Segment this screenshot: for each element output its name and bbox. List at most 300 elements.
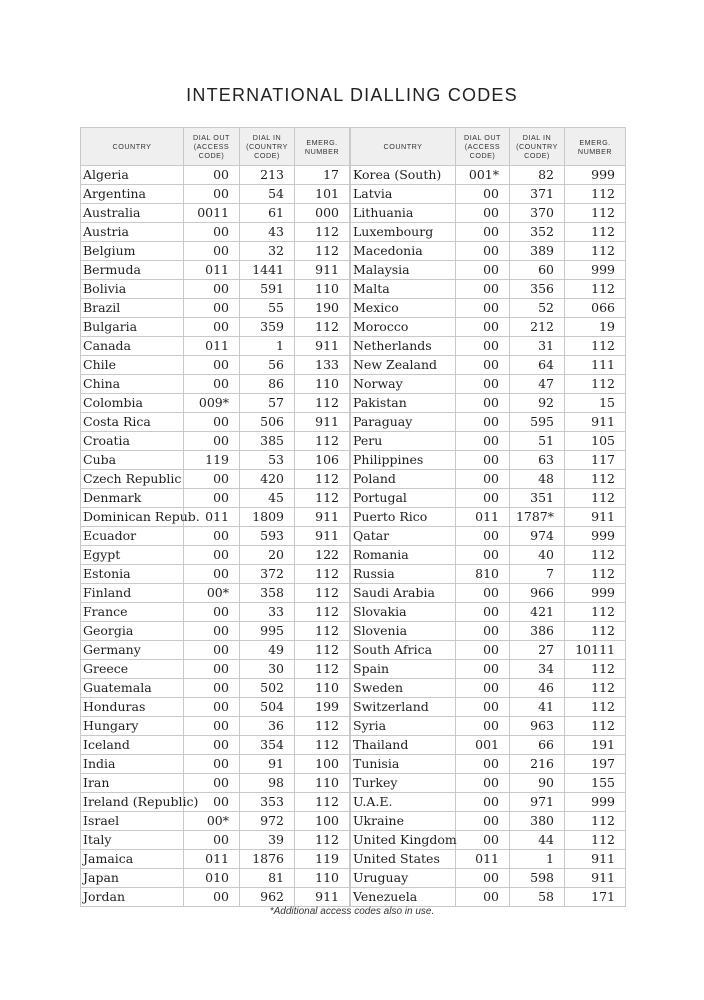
dial-out-cell: 00 [456, 223, 510, 242]
emergency-cell: 112 [295, 736, 350, 755]
table-row [351, 717, 626, 736]
dial-in-cell: 974 [510, 527, 565, 546]
dial-out-cell: 00 [456, 318, 510, 337]
country-cell: Latvia [351, 185, 456, 204]
emergency-cell: 112 [565, 565, 626, 584]
emergency-cell: 911 [295, 508, 350, 527]
dial-out-cell: 00 [456, 622, 510, 641]
table-row [81, 223, 350, 242]
header-dial-out: DIAL OUT (ACCESS CODE) [184, 128, 240, 166]
table-row [81, 888, 350, 907]
dial-out-cell: 00 [456, 413, 510, 432]
emergency-cell: 112 [295, 584, 350, 603]
dial-in-cell: 389 [510, 242, 565, 261]
country-cell: Japan [81, 869, 184, 888]
country-cell: Honduras [81, 698, 184, 717]
country-cell: Slovenia [351, 622, 456, 641]
country-cell: Peru [351, 432, 456, 451]
dial-in-cell: 40 [510, 546, 565, 565]
country-cell: Italy [81, 831, 184, 850]
emergency-cell: 112 [295, 394, 350, 413]
table-row [81, 185, 350, 204]
country-cell: Mexico [351, 299, 456, 318]
dial-in-cell: 56 [240, 356, 295, 375]
dial-out-cell: 119 [184, 451, 240, 470]
emergency-cell: 112 [565, 698, 626, 717]
emergency-cell: 112 [295, 717, 350, 736]
emergency-cell: 066 [565, 299, 626, 318]
dial-out-cell: 00 [456, 679, 510, 698]
dial-in-cell: 7 [510, 565, 565, 584]
dial-out-cell: 00 [184, 641, 240, 660]
dial-out-cell: 011 [456, 850, 510, 869]
dial-out-cell: 011 [456, 508, 510, 527]
country-cell: India [81, 755, 184, 774]
dial-in-cell: 386 [510, 622, 565, 641]
dial-out-cell: 00 [456, 204, 510, 223]
dial-in-cell: 216 [510, 755, 565, 774]
country-cell: Hungary [81, 717, 184, 736]
dial-out-cell: 00 [184, 432, 240, 451]
table-row [351, 869, 626, 888]
emergency-cell: 911 [565, 850, 626, 869]
table-row [351, 774, 626, 793]
emergency-cell: 17 [295, 166, 350, 185]
table-row [351, 451, 626, 470]
table-row [81, 717, 350, 736]
dial-in-cell: 356 [510, 280, 565, 299]
country-cell: Bermuda [81, 261, 184, 280]
emergency-cell: 112 [565, 660, 626, 679]
emergency-cell: 999 [565, 527, 626, 546]
dial-out-cell: 00 [184, 793, 240, 812]
table-row [351, 413, 626, 432]
dial-out-cell: 011 [184, 850, 240, 869]
dial-out-cell: 00 [456, 299, 510, 318]
dial-out-cell: 00 [184, 679, 240, 698]
emergency-cell: 112 [565, 280, 626, 299]
country-cell: Turkey [351, 774, 456, 793]
table-row [81, 337, 350, 356]
dial-out-cell: 00 [456, 375, 510, 394]
table-row [351, 204, 626, 223]
dial-out-cell: 00 [184, 470, 240, 489]
dial-in-cell: 34 [510, 660, 565, 679]
emergency-cell: 112 [295, 831, 350, 850]
dial-in-cell: 36 [240, 717, 295, 736]
country-cell: Morocco [351, 318, 456, 337]
left-codes-table [80, 127, 350, 907]
dial-in-cell: 54 [240, 185, 295, 204]
country-cell: Iran [81, 774, 184, 793]
emergency-cell: 112 [565, 223, 626, 242]
dial-in-cell: 52 [510, 299, 565, 318]
dial-in-cell: 1 [240, 337, 295, 356]
country-cell: Croatia [81, 432, 184, 451]
table-row [81, 755, 350, 774]
emergency-cell: 112 [565, 717, 626, 736]
dial-out-cell: 00 [184, 356, 240, 375]
dial-in-cell: 593 [240, 527, 295, 546]
emergency-cell: 911 [295, 413, 350, 432]
emergency-cell: 112 [565, 375, 626, 394]
dial-out-cell: 00 [184, 698, 240, 717]
dial-out-cell: 00 [184, 888, 240, 907]
country-cell: Finland [81, 584, 184, 603]
emergency-cell: 112 [295, 603, 350, 622]
country-cell: Greece [81, 660, 184, 679]
dial-out-cell: 00 [456, 793, 510, 812]
dial-in-cell: 48 [510, 470, 565, 489]
table-row [351, 337, 626, 356]
dial-out-cell: 00 [456, 280, 510, 299]
table-row [351, 831, 626, 850]
emergency-cell: 112 [295, 565, 350, 584]
country-cell: Ukraine [351, 812, 456, 831]
country-cell: Tunisia [351, 755, 456, 774]
dial-in-cell: 504 [240, 698, 295, 717]
dial-in-cell: 966 [510, 584, 565, 603]
country-cell: Georgia [81, 622, 184, 641]
emergency-cell: 110 [295, 869, 350, 888]
dial-in-cell: 61 [240, 204, 295, 223]
table-row [351, 356, 626, 375]
dial-out-cell: 00 [184, 565, 240, 584]
table-row [81, 470, 350, 489]
dial-out-cell: 00 [184, 660, 240, 679]
dial-in-cell: 385 [240, 432, 295, 451]
country-cell: Slovakia [351, 603, 456, 622]
table-row [81, 432, 350, 451]
dial-in-cell: 33 [240, 603, 295, 622]
dial-in-cell: 20 [240, 546, 295, 565]
dial-in-cell: 995 [240, 622, 295, 641]
table-row [351, 242, 626, 261]
table-row [81, 736, 350, 755]
emergency-cell: 911 [295, 261, 350, 280]
table-row [81, 394, 350, 413]
emergency-cell: 999 [565, 793, 626, 812]
table-row [351, 565, 626, 584]
table-row [351, 660, 626, 679]
dial-in-cell: 1787* [510, 508, 565, 527]
country-cell: Austria [81, 223, 184, 242]
table-row [351, 736, 626, 755]
table-row [351, 280, 626, 299]
dial-out-cell: 00 [456, 185, 510, 204]
dial-out-cell: 00 [456, 546, 510, 565]
table-row [351, 299, 626, 318]
table-row [351, 679, 626, 698]
dialling-codes-tables [80, 127, 624, 907]
emergency-cell: 112 [295, 318, 350, 337]
dial-out-cell: 00 [456, 242, 510, 261]
dial-out-cell: 00 [456, 584, 510, 603]
emergency-cell: 112 [565, 470, 626, 489]
emergency-cell: 112 [295, 242, 350, 261]
table-row [81, 242, 350, 261]
emergency-cell: 911 [295, 337, 350, 356]
dial-in-cell: 64 [510, 356, 565, 375]
emergency-cell: 999 [565, 261, 626, 280]
dial-out-cell: 00 [184, 413, 240, 432]
dial-out-cell: 00 [184, 736, 240, 755]
dial-in-cell: 358 [240, 584, 295, 603]
country-cell: Venezuela [351, 888, 456, 907]
country-cell: Qatar [351, 527, 456, 546]
emergency-cell: 15 [565, 394, 626, 413]
dial-in-cell: 1809 [240, 508, 295, 527]
table-row [351, 185, 626, 204]
country-cell: Uruguay [351, 869, 456, 888]
table-row [81, 508, 350, 527]
emergency-cell: 112 [295, 793, 350, 812]
dial-out-cell: 00 [184, 603, 240, 622]
dial-in-cell: 63 [510, 451, 565, 470]
dial-out-cell: 011 [184, 261, 240, 280]
country-cell: Sweden [351, 679, 456, 698]
dial-out-cell: 00 [184, 375, 240, 394]
table-row [351, 603, 626, 622]
dial-out-cell: 00 [184, 831, 240, 850]
country-cell: Brazil [81, 299, 184, 318]
country-cell: Dominican Repub. [81, 508, 184, 527]
emergency-cell: 999 [565, 584, 626, 603]
country-cell: Algeria [81, 166, 184, 185]
country-cell: Netherlands [351, 337, 456, 356]
dial-out-cell: 00* [184, 812, 240, 831]
emergency-cell: 112 [295, 432, 350, 451]
table-row [81, 660, 350, 679]
dial-out-cell: 00 [184, 299, 240, 318]
dial-in-cell: 57 [240, 394, 295, 413]
table-row [81, 261, 350, 280]
dial-in-cell: 212 [510, 318, 565, 337]
country-cell: Egypt [81, 546, 184, 565]
country-cell: China [81, 375, 184, 394]
table-row [351, 261, 626, 280]
dial-in-cell: 506 [240, 413, 295, 432]
dial-out-cell: 00 [456, 603, 510, 622]
country-cell: Iceland [81, 736, 184, 755]
dial-in-cell: 98 [240, 774, 295, 793]
table-row [81, 774, 350, 793]
table-header-row [351, 128, 626, 166]
dial-in-cell: 352 [510, 223, 565, 242]
table-row [81, 489, 350, 508]
country-cell: U.A.E. [351, 793, 456, 812]
emergency-cell: 911 [295, 527, 350, 546]
dial-in-cell: 962 [240, 888, 295, 907]
dial-out-cell: 009* [184, 394, 240, 413]
emergency-cell: 101 [295, 185, 350, 204]
country-cell: Jamaica [81, 850, 184, 869]
table-row [81, 869, 350, 888]
country-cell: France [81, 603, 184, 622]
dial-out-cell: 00 [456, 489, 510, 508]
emergency-cell: 112 [565, 489, 626, 508]
dial-out-cell: 00 [184, 622, 240, 641]
emergency-cell: 112 [565, 337, 626, 356]
emergency-cell: 122 [295, 546, 350, 565]
emergency-cell: 911 [565, 869, 626, 888]
table-row [351, 223, 626, 242]
footnote: *Additional access codes also in use. [269, 906, 435, 917]
dial-in-cell: 91 [240, 755, 295, 774]
country-cell: Bolivia [81, 280, 184, 299]
dial-out-cell: 00 [456, 755, 510, 774]
table-row [81, 204, 350, 223]
table-row [81, 451, 350, 470]
table-row [351, 470, 626, 489]
dial-in-cell: 972 [240, 812, 295, 831]
emergency-cell: 110 [295, 774, 350, 793]
dial-in-cell: 46 [510, 679, 565, 698]
emergency-cell: 112 [565, 679, 626, 698]
table-row [81, 622, 350, 641]
table-row [81, 698, 350, 717]
country-cell: Pakistan [351, 394, 456, 413]
dial-out-cell: 00 [184, 546, 240, 565]
country-cell: Poland [351, 470, 456, 489]
table-row [351, 489, 626, 508]
dial-out-cell: 00 [456, 774, 510, 793]
dial-out-cell: 00 [456, 660, 510, 679]
header-country: COUNTRY [81, 128, 184, 166]
table-row [81, 166, 350, 185]
dial-out-cell: 00 [456, 888, 510, 907]
table-row [81, 527, 350, 546]
emergency-cell: 112 [565, 185, 626, 204]
dial-out-cell: 00 [456, 356, 510, 375]
country-cell: Korea (South) [351, 166, 456, 185]
dial-in-cell: 30 [240, 660, 295, 679]
country-cell: South Africa [351, 641, 456, 660]
dial-in-cell: 595 [510, 413, 565, 432]
dial-in-cell: 31 [510, 337, 565, 356]
country-cell: Spain [351, 660, 456, 679]
dial-out-cell: 00 [184, 280, 240, 299]
table-row [81, 546, 350, 565]
emergency-cell: 911 [295, 888, 350, 907]
dial-in-cell: 971 [510, 793, 565, 812]
emergency-cell: 100 [295, 755, 350, 774]
dial-out-cell: 00 [184, 166, 240, 185]
emergency-cell: 117 [565, 451, 626, 470]
country-cell: Estonia [81, 565, 184, 584]
dial-out-cell: 011 [184, 508, 240, 527]
emergency-cell: 911 [565, 413, 626, 432]
dial-in-cell: 49 [240, 641, 295, 660]
table-row [81, 375, 350, 394]
dial-in-cell: 1441 [240, 261, 295, 280]
dial-out-cell: 00 [184, 242, 240, 261]
dial-out-cell: 00* [184, 584, 240, 603]
dial-out-cell: 00 [184, 755, 240, 774]
country-cell: Jordan [81, 888, 184, 907]
country-cell: Lithuania [351, 204, 456, 223]
dial-out-cell: 00 [456, 812, 510, 831]
country-cell: New Zealand [351, 356, 456, 375]
left-table-body [81, 166, 350, 907]
dial-out-cell: 00 [456, 831, 510, 850]
emergency-cell: 112 [295, 470, 350, 489]
dial-out-cell: 00 [184, 774, 240, 793]
dial-out-cell: 00 [456, 337, 510, 356]
table-row [351, 622, 626, 641]
country-cell: Romania [351, 546, 456, 565]
dial-out-cell: 00 [456, 527, 510, 546]
dial-out-cell: 0011 [184, 204, 240, 223]
dial-out-cell: 00 [184, 223, 240, 242]
country-cell: Chile [81, 356, 184, 375]
emergency-cell: 105 [565, 432, 626, 451]
emergency-cell: 112 [295, 660, 350, 679]
table-row [81, 812, 350, 831]
dial-in-cell: 380 [510, 812, 565, 831]
dial-out-cell: 00 [456, 394, 510, 413]
country-cell: Colombia [81, 394, 184, 413]
emergency-cell: 110 [295, 679, 350, 698]
right-codes-table [350, 127, 626, 907]
table-row [351, 432, 626, 451]
country-cell: Germany [81, 641, 184, 660]
dial-out-cell: 001* [456, 166, 510, 185]
dial-out-cell: 00 [456, 869, 510, 888]
dial-out-cell: 00 [456, 451, 510, 470]
emergency-cell: 112 [565, 204, 626, 223]
table-row [351, 850, 626, 869]
country-cell: Malta [351, 280, 456, 299]
table-row [351, 812, 626, 831]
table-row [351, 546, 626, 565]
table-row [351, 793, 626, 812]
emergency-cell: 106 [295, 451, 350, 470]
country-cell: Puerto Rico [351, 508, 456, 527]
dial-out-cell: 00 [456, 261, 510, 280]
emergency-cell: 199 [295, 698, 350, 717]
country-cell: Luxembourg [351, 223, 456, 242]
page-title: INTERNATIONAL DIALLING CODES [186, 85, 518, 105]
country-cell: United Kingdom [351, 831, 456, 850]
country-cell: Russia [351, 565, 456, 584]
dial-in-cell: 351 [510, 489, 565, 508]
emergency-cell: 112 [565, 603, 626, 622]
table-row [351, 755, 626, 774]
emergency-cell: 000 [295, 204, 350, 223]
table-row [81, 641, 350, 660]
table-row [351, 166, 626, 185]
table-row [351, 698, 626, 717]
emergency-cell: 197 [565, 755, 626, 774]
emergency-cell: 112 [565, 831, 626, 850]
emergency-cell: 100 [295, 812, 350, 831]
emergency-cell: 111 [565, 356, 626, 375]
table-row [351, 641, 626, 660]
dial-in-cell: 27 [510, 641, 565, 660]
country-cell: Denmark [81, 489, 184, 508]
dial-in-cell: 60 [510, 261, 565, 280]
dial-in-cell: 371 [510, 185, 565, 204]
country-cell: Ireland (Republic) [81, 793, 184, 812]
country-cell: Czech Republic [81, 470, 184, 489]
emergency-cell: 190 [295, 299, 350, 318]
dial-in-cell: 370 [510, 204, 565, 223]
dial-in-cell: 47 [510, 375, 565, 394]
dial-in-cell: 598 [510, 869, 565, 888]
dial-out-cell: 810 [456, 565, 510, 584]
country-cell: Thailand [351, 736, 456, 755]
